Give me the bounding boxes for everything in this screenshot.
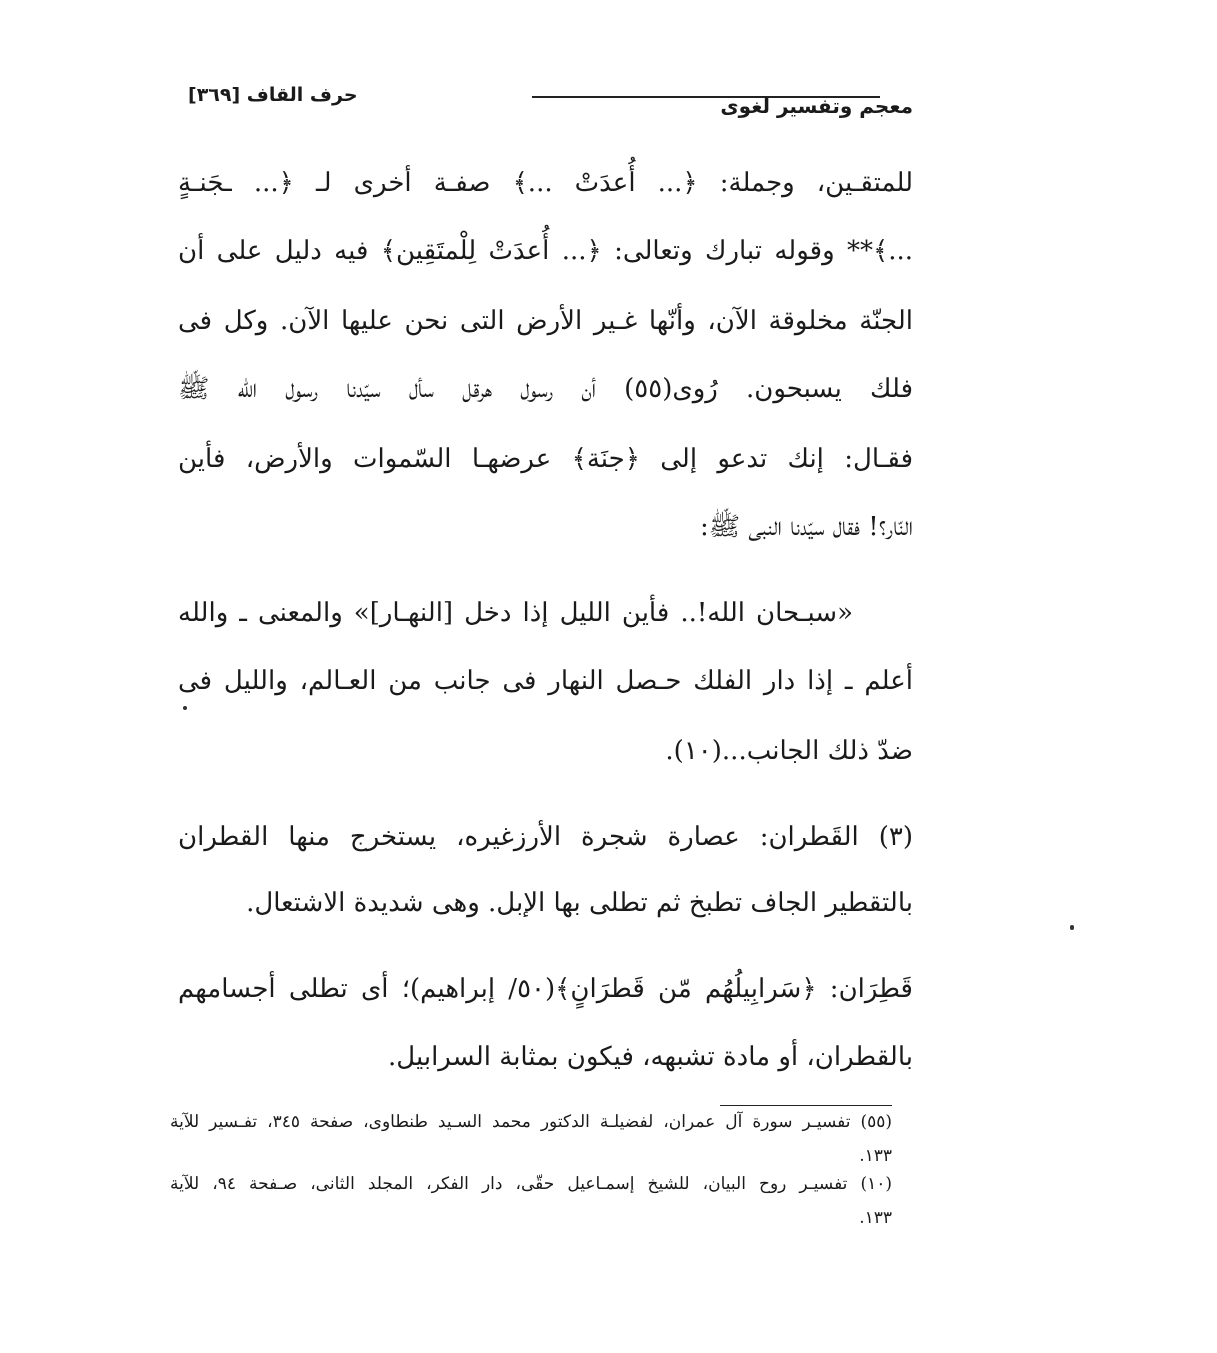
text-line: ضدّ ذلك الجانب...(١٠). bbox=[665, 736, 913, 766]
text-line: ...﴾** وقوله تبارك وتعالى: ﴿... أُعدَتْ لِلْمتَقِين﴾ فيه دليل على أن bbox=[178, 236, 913, 266]
text-line: النّار؟! فقال سيّدنا النبى ﷺ: bbox=[699, 512, 913, 542]
footnote-line: (٥٥) تفسيـر سورة آل عمران، لفضيلـة الدكتور محمد السـيد طنطاوى، صفحة ٣٤٥، تفـسير للآية bbox=[170, 1112, 893, 1132]
entry-heading-line: (٣) القَطران: عصارة شجرة الأرزغيره، يستخرج منها القطران bbox=[178, 822, 913, 852]
book-title: معجم وتفسير لغوى bbox=[720, 94, 913, 118]
entry-heading-line: قَطِرَان: ﴿سَرابِيلُهُم مّن قَطرَانٍ﴾(٥٠/ إبراهيم)؛ أى تطلى أجسامهم bbox=[178, 974, 913, 1004]
text-line: فقـال: إنك تدعو إلى ﴿جنَة﴾ عرضهـا السّموات والأرض، فأين bbox=[178, 444, 913, 474]
text-line: بالقطران، أو مادة تشبهه، فيكون بمثابة السرابيل. bbox=[388, 1042, 913, 1072]
footnote-line: (١٠) تفسيـر روح البيان، للشيخ إسمـاعيل حقّى، دار الفكر، المجلد الثانى، صـفحة ٩٤، للآية bbox=[170, 1174, 892, 1194]
page-number-label: حرف القاف [٣٦٩] bbox=[188, 84, 358, 106]
text-line: فلك يسبحون. رُوى(٥٥) أن رسول هرقل سأل سيّدنا رسول الله ﷺ bbox=[178, 374, 913, 404]
scan-speck bbox=[183, 706, 187, 710]
footnote-line: ١٣٣. bbox=[859, 1146, 892, 1166]
text-line: للمتقـين، وجملة: ﴿... أُعدَتْ ...﴾ صفـة أخرى لـ ﴿... ـجَنـةٍ bbox=[178, 168, 913, 198]
text-line: «سبـحان الله!.. فأين الليل إذا دخل [النهـار]» والمعنى ـ والله bbox=[178, 598, 853, 628]
page-header bbox=[180, 78, 915, 122]
footnote-rule bbox=[720, 1105, 892, 1106]
footnote-line: ١٣٣. bbox=[859, 1208, 892, 1228]
text-line: أعلم ـ إذا دار الفلك حـصل النهار فى جانب من العـالم، والليل فى bbox=[178, 666, 913, 696]
text-line: بالتقطير الجاف تطبخ ثم تطلى بها الإبل. وهى شديدة الاشتعال. bbox=[246, 888, 913, 918]
scan-speck bbox=[1070, 925, 1074, 930]
text-line: الجنّة مخلوقة الآن، وأنّها غـير الأرض التى نحن عليها الآن. وكل فى bbox=[178, 306, 913, 336]
